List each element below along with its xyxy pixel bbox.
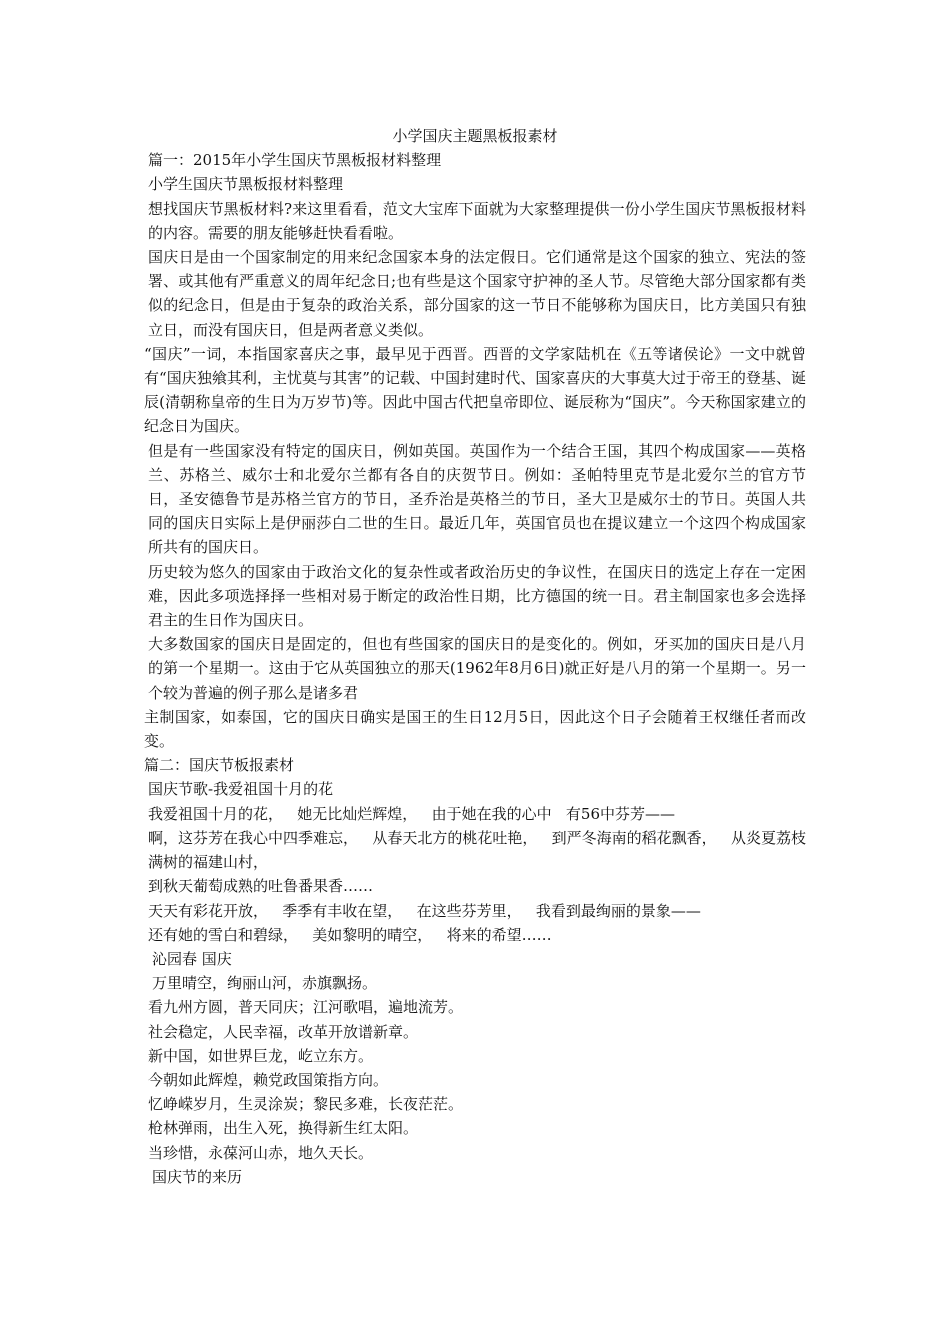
document-page xyxy=(144,124,806,1189)
paragraph: 大多数国家的国庆日是固定的，但也有些国家的国庆日的是变化的。例如，牙买加的国庆日是八月的第一个星期一。这由于它从英国独立的那天(1962年8月6日)就正好是八月的第一个星期一。另一个较为普遍的例子那么是诸多君 xyxy=(148,635,806,702)
paragraph: 社会稳定，人民幸福，改革开放谱新章。 xyxy=(148,1022,419,1041)
paragraph: 但是有一些国家没有特定的国庆日，例如英国。英国作为一个结合王国，其四个构成国家——英格兰、苏格兰、威尔士和北爱尔兰都有各自的庆贺节日。例如：圣帕特里克节是北爱尔兰的官方节日，圣安德鲁节是苏格兰官方的节日，圣乔治是英格兰的节日，圣大卫是威尔士的节日。英国人共同的国庆日实际上是伊丽莎白二世的生日。最近几年，英国官员也在提议建立一个这四个构成国家所共有的国庆日。 xyxy=(148,441,806,557)
paragraph: “国庆”一词，本指国家喜庆之事，最早见于西晋。西晋的文学家陆机在《五等诸侯论》一文中就曾有“国庆独飨其利，主忧莫与其害”的记载、中国封建时代、国家喜庆的大事莫大过于帝王的登基、诞辰(清朝称皇帝的生日为万岁节)等。因此中国古代把皇帝即位、诞辰称为“国庆”。今天称国家建立的纪念日为国庆。 xyxy=(144,344,806,436)
paragraph: 小学生国庆节黑板报材料整理 xyxy=(148,175,344,194)
paragraph: 天天有彩花开放， 季季有丰收在望， 在这些芬芳里， 我看到最绚丽的景象—— xyxy=(148,901,701,920)
paragraph: 今朝如此辉煌，赖党政国策指方向。 xyxy=(148,1070,389,1089)
paragraph: 到秋天葡萄成熟的吐鲁番果香…… xyxy=(148,877,374,896)
paragraph: 万里晴空，绚丽山河，赤旗飘扬。 xyxy=(152,974,378,993)
paragraph: 沁园春 国庆 xyxy=(152,949,232,968)
document-title: 小学国庆主题黑板报素材 xyxy=(392,127,558,145)
paragraph: 啊，这芬芳在我心中四季难忘， 从春天北方的桃花吐艳， 到严冬海南的稻花飘香， 从炎夏荔枝满树的福建山村， xyxy=(148,828,806,872)
paragraph: 国庆日是由一个国家制定的用来纪念国家本身的法定假日。它们通常是这个国家的独立、宪法的签署、或其他有严重意义的周年纪念日;也有些是这个国家守护神的圣人节。尽管绝大部分国家都有类似的纪念日，但是由于复杂的政治关系，部分国家的这一节日不能够称为国庆日，比方美国只有独立日，而没有国庆日，但是两者意义类似。 xyxy=(148,248,806,339)
paragraph: 国庆节歌-我爱祖国十月的花 xyxy=(148,780,334,799)
paragraph: 想找国庆节黑板材料?来这里看看，范文大宝库下面就为大家整理提供一份小学生国庆节黑板报材料的内容。需要的朋友能够赶快看看啦。 xyxy=(148,199,806,242)
paragraph: 篇一：2015年小学生国庆节黑板报材料整理 xyxy=(148,151,442,170)
paragraph: 主制国家，如泰国，它的国庆日确实是国王的生日12月5日，因此这个日子会随着王权继任者而改变。 xyxy=(144,707,806,751)
paragraph: 枪林弹雨，出生入死，换得新生红太阳。 xyxy=(148,1119,419,1138)
document-body xyxy=(144,148,806,1189)
paragraph: 新中国，如世界巨龙，屹立东方。 xyxy=(148,1046,374,1065)
paragraph: 篇二：国庆节板报素材 xyxy=(144,756,295,775)
paragraph: 历史较为悠久的国家由于政治文化的复杂性或者政治历史的争议性，在国庆日的选定上存在一定困难，因此多项选择择一些相对易于断定的政治性日期，比方德国的统一日。君主制国家也多会选择君主的生日作为国庆日。 xyxy=(148,562,806,630)
paragraph: 我爱祖国十月的花， 她无比灿烂辉煌， 由于她在我的心中 有56中芬芳—— xyxy=(148,804,676,823)
paragraph: 国庆节的来历 xyxy=(152,1167,243,1186)
paragraph: 忆峥嵘岁月，生灵涂炭；黎民多难，长夜茫茫。 xyxy=(148,1095,464,1114)
paragraph: 当珍惜，永葆河山赤，地久天长。 xyxy=(148,1143,374,1162)
paragraph: 看九州方圆，普天同庆；江河歌唱，遍地流芳。 xyxy=(148,998,464,1017)
paragraph: 还有她的雪白和碧绿， 美如黎明的晴空， 将来的希望…… xyxy=(148,925,552,944)
